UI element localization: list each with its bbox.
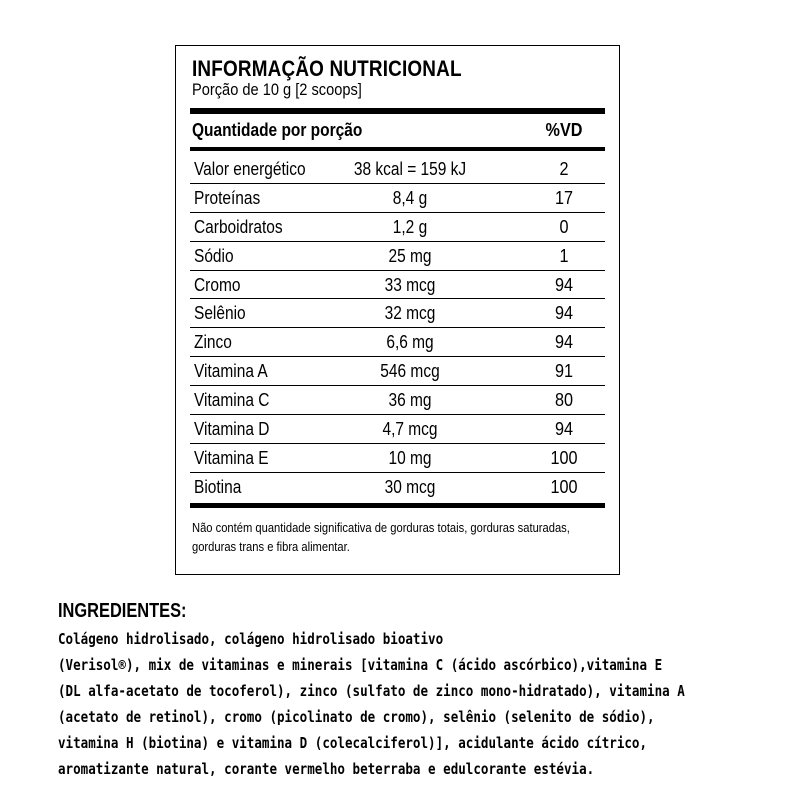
footnote-line: Não contém quantidade significativa de gorduras totais, gorduras saturadas, [192, 520, 570, 535]
nutrient-vd: 94 [554, 274, 574, 295]
nutrient-row [190, 357, 605, 386]
nutrient-row [190, 242, 605, 271]
nutrient-name: Vitamina C [194, 390, 270, 411]
nutrient-name: Biotina [194, 476, 242, 497]
nutrient-vd: 17 [554, 187, 574, 208]
panel-footnote [192, 518, 596, 556]
nutrient-quantity: 10 mg [388, 447, 432, 468]
nutrition-facts-panel [175, 45, 620, 575]
ingredients-line: (acetato de retinol), cromo (picolinato de cromo), selênio (selenito de sódio), [58, 708, 655, 726]
ingredients-line: (Verisol®), mix de vitaminas e minerais [vitamina C (ácido ascórbico),vitamina E [58, 656, 663, 674]
nutrient-name: Sódio [194, 245, 234, 266]
nutrient-name: Selênio [194, 303, 246, 324]
nutrient-row [190, 299, 605, 328]
nutrient-vd: 94 [554, 303, 574, 324]
nutrient-quantity: 8,4 g [392, 187, 428, 208]
ingredients-line: Colágeno hidrolisado, colágeno hidrolisado bioativo [58, 630, 444, 648]
nutrient-quantity: 1,2 g [392, 216, 428, 237]
nutrient-row [190, 213, 605, 242]
nutrient-vd: 1 [559, 245, 569, 266]
divider-thick-bottom [190, 503, 605, 508]
nutrient-name: Zinco [194, 332, 232, 353]
nutrient-name: Vitamina E [194, 447, 269, 468]
nutrient-quantity: 32 mcg [384, 303, 436, 324]
header-quantity-label: Quantidade por porção [192, 120, 363, 140]
ingredients-line: vitamina H (biotina) e vitamina D (colecalciferol)], acidulante ácido cítrico, [58, 734, 648, 752]
nutrient-vd: 100 [550, 447, 578, 468]
nutrient-vd: 94 [554, 419, 574, 440]
nutrient-quantity: 4,7 mcg [382, 419, 438, 440]
nutrient-quantity: 6,6 mg [386, 332, 434, 353]
nutrient-row [190, 444, 605, 473]
nutrient-quantity: 30 mcg [384, 476, 436, 497]
nutrient-row [190, 271, 605, 300]
panel-title: INFORMAÇÃO NUTRICIONAL [192, 56, 462, 81]
nutrient-name: Vitamina A [194, 361, 268, 382]
nutrient-row [190, 473, 605, 502]
nutrient-row [190, 155, 605, 184]
serving-size: Porção de 10 g [2 scoops] [192, 80, 362, 99]
nutrient-name: Valor energético [194, 159, 306, 179]
nutrient-name: Proteínas [194, 187, 261, 208]
nutrient-vd: 91 [554, 361, 574, 382]
nutrient-rows [190, 155, 605, 502]
nutrient-row [190, 415, 605, 444]
nutrient-vd: 2 [559, 159, 569, 179]
ingredients-section [58, 600, 778, 782]
nutrient-vd: 80 [554, 390, 574, 411]
nutrient-row [190, 386, 605, 415]
divider-thick-header [190, 147, 605, 151]
nutrient-vd: 0 [559, 216, 569, 237]
nutrient-name: Carboidratos [194, 216, 283, 237]
ingredients-title: INGREDIENTES: [58, 600, 187, 622]
divider-thick-top [190, 108, 605, 114]
nutrient-row [190, 328, 605, 357]
nutrient-quantity: 36 mg [388, 390, 432, 411]
nutrient-quantity: 38 kcal = 159 kJ [353, 159, 467, 179]
header-vd-label: %VD [545, 120, 583, 140]
nutrient-quantity: 33 mcg [384, 274, 436, 295]
nutrient-name: Cromo [194, 274, 241, 295]
footnote-line: gorduras trans e fibra alimentar. [192, 539, 350, 554]
nutrient-quantity: 546 mcg [380, 361, 440, 382]
ingredients-line: aromatizante natural, corante vermelho beterraba e edulcorante estévia. [58, 760, 595, 778]
nutrient-name: Vitamina D [194, 419, 270, 440]
nutrient-vd: 100 [550, 476, 578, 497]
ingredients-line: (DL alfa-acetato de tocoferol), zinco (sulfato de zinco mono-hidratado), vitamina A [58, 682, 685, 700]
nutrient-vd: 94 [554, 332, 574, 353]
nutrient-quantity: 25 mg [388, 245, 432, 266]
nutrient-row [190, 184, 605, 213]
